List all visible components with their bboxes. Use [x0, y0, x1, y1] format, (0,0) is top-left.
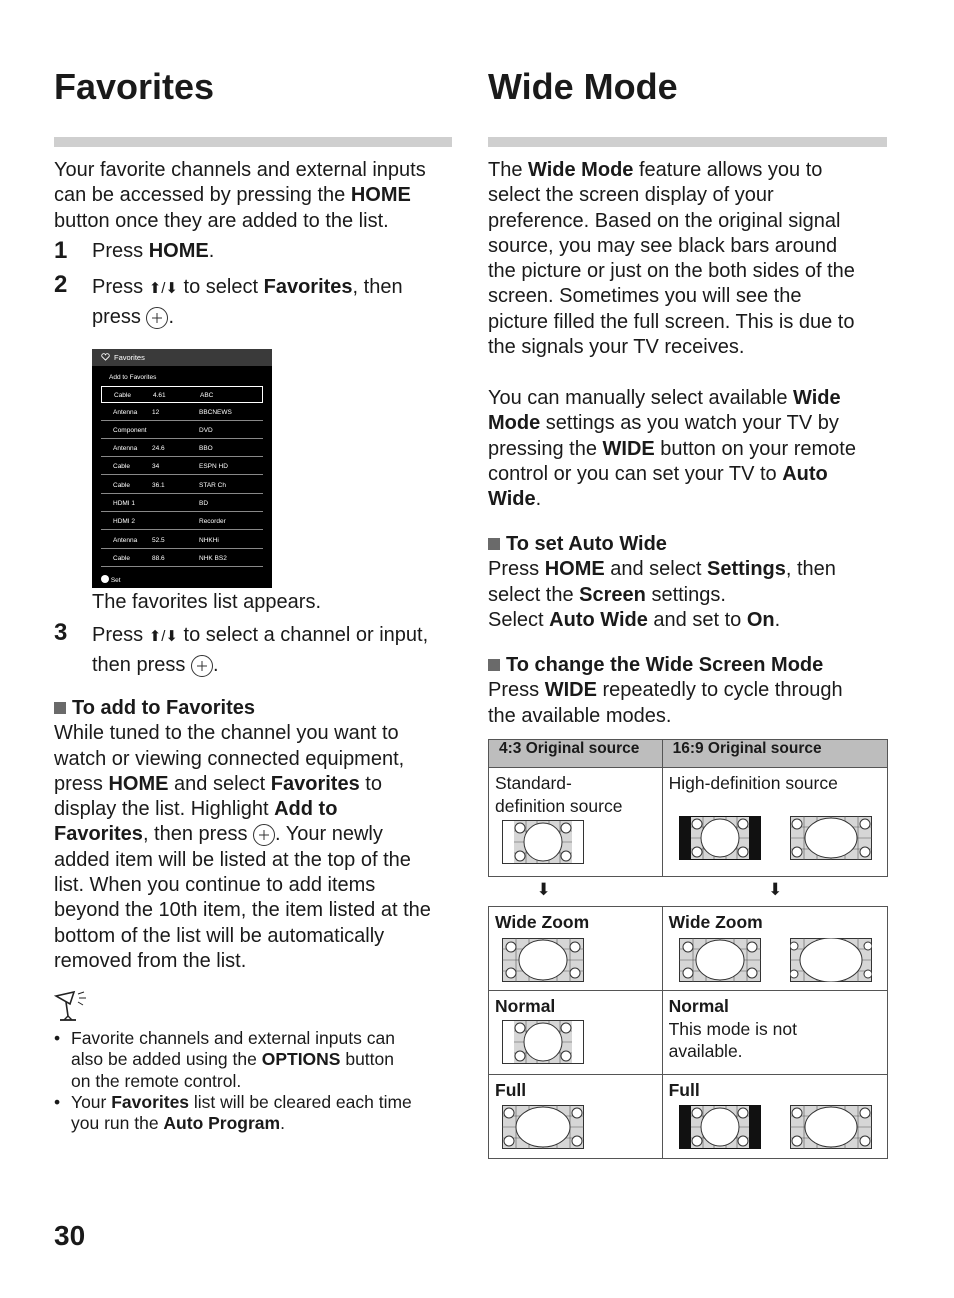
favorites-caption: The favorites list appears.	[92, 591, 321, 613]
heart-icon	[101, 353, 110, 361]
square-bullet-icon	[54, 702, 66, 714]
list-item: HDMI 2 Recorder	[101, 513, 263, 530]
wide-zoom-4-3-cell: Wide Zoom	[489, 907, 662, 990]
change-mode-section: To change the Wide Screen Mode Press WIDE repeatedly to cycle through the available modes.	[488, 654, 843, 727]
step-2-text: Press ⬆/⬇ to select Favorites, then press .	[92, 276, 403, 328]
source-4-3-cell: Standard- definition source	[489, 768, 662, 876]
screen-full-stretched-icon	[502, 1105, 584, 1149]
enter-button-icon	[146, 307, 168, 329]
step-1-text: Press HOME.	[92, 240, 215, 262]
enter-button-icon	[191, 655, 213, 677]
up-down-arrows-icon: ⬆/⬇	[148, 280, 178, 297]
screen-full-hd-icon	[790, 1105, 872, 1149]
list-item: Cable 4.61 ABC	[101, 386, 263, 403]
square-bullet-icon	[488, 659, 500, 671]
screen-normal-icon	[502, 1020, 584, 1064]
wide-mode-title: Wide Mode	[488, 66, 678, 107]
list-item: Cable 34 ESPN HD	[101, 458, 263, 475]
wide-mode-intro: The Wide Mode feature allows you to select the screen display of your preference. Based on the original signal source, you may see black bars around the picture or just on the both sides of the screen. Sometimes you will see the picture filled the full screen. This is due to the signals your TV receives.	[488, 159, 855, 359]
screen-16-9-pillarbox-icon	[679, 816, 761, 860]
list-item: Component DVD	[101, 422, 263, 439]
list-item: Cable 88.6 NHK BS2	[101, 550, 263, 567]
column-header: 16:9 Original source	[662, 740, 887, 768]
favorites-title: Favorites	[54, 66, 215, 107]
list-item: Antenna 12 BBCNEWS	[101, 404, 263, 421]
wide-mode-manual: You can manually select available Wide Mode settings as you watch your TV by pressing the WIDE button on your remote control or you can set your TV to Auto Wide.	[488, 387, 856, 511]
screen-wide-zoom-stretched-icon	[790, 938, 872, 982]
list-item: Cable 36.1 STAR Ch	[101, 477, 263, 494]
screen-full-pillarbox-icon	[679, 1105, 761, 1149]
favorites-screen-header: Favorites	[92, 349, 272, 366]
page-number: 30	[54, 1220, 86, 1251]
section-divider	[488, 137, 887, 147]
step-number: 3	[54, 619, 68, 646]
list-item: HDMI 1 BD	[101, 495, 263, 512]
screen-wide-zoom-icon	[502, 938, 584, 982]
screen-4-3-sd-icon	[502, 820, 584, 864]
down-arrow-icon: ⬇	[536, 880, 551, 899]
favorites-screen-image	[92, 349, 272, 588]
column-header: 4:3 Original source	[489, 740, 663, 768]
square-bullet-icon	[488, 538, 500, 550]
step-number: 2	[54, 271, 68, 298]
down-arrow-icon: ⬇	[768, 880, 783, 899]
list-item: Antenna 24.6 BBO	[101, 440, 263, 457]
section-divider	[54, 137, 452, 147]
screen-16-9-hd-icon	[790, 816, 872, 860]
list-item: Antenna 52.5 NHKHi	[101, 532, 263, 549]
full-16-9-cell: Full	[663, 1075, 887, 1158]
hint-lamp-icon	[54, 990, 90, 1024]
step-number: 1	[54, 237, 68, 264]
add-to-favorites-label: Add to Favorites	[109, 374, 157, 381]
up-down-arrows-icon: ⬆/⬇	[148, 628, 178, 645]
normal-16-9-cell: Normal This mode is not available.	[668, 996, 797, 1061]
wide-zoom-16-9-cell: Wide Zoom	[663, 907, 887, 990]
source-16-9-cell: High-definition source	[663, 768, 887, 876]
add-to-favorites-section: To add to Favorites While tuned to the channel you want to watch or viewing connected equipment, press HOME and select Favorites to display the list. Highlight Add to Favorites, then press . Your newly added item will be listed at the top of the list. When you continue to add items beyond the 10th item, the item listed at the bottom of the list will be automatically removed from the list.	[54, 697, 431, 972]
full-4-3-cell: Full	[489, 1075, 662, 1158]
set-hint: Set	[101, 575, 121, 584]
screen-wide-zoom-icon	[679, 938, 761, 982]
hint-notes: • Favorite channels and external inputs can also be added using the OPTIONS button on the remote control. • Your Favorites list will be cleared each time you run the Auto Program.	[54, 1028, 412, 1134]
enter-button-icon	[253, 824, 275, 846]
auto-wide-section: To set Auto Wide Press HOME and select Settings, then select the Screen settings. Select Auto Wide and set to On.	[488, 533, 836, 631]
set-button-icon	[101, 575, 109, 583]
wide-mode-table	[488, 739, 888, 1159]
normal-4-3-cell: Normal	[489, 991, 662, 1074]
step-3-text: Press ⬆/⬇ to select a channel or input, then press .	[92, 624, 429, 676]
favorites-intro: Your favorite channels and external inputs can be accessed by pressing the HOME button once they are added to the list.	[54, 159, 426, 232]
